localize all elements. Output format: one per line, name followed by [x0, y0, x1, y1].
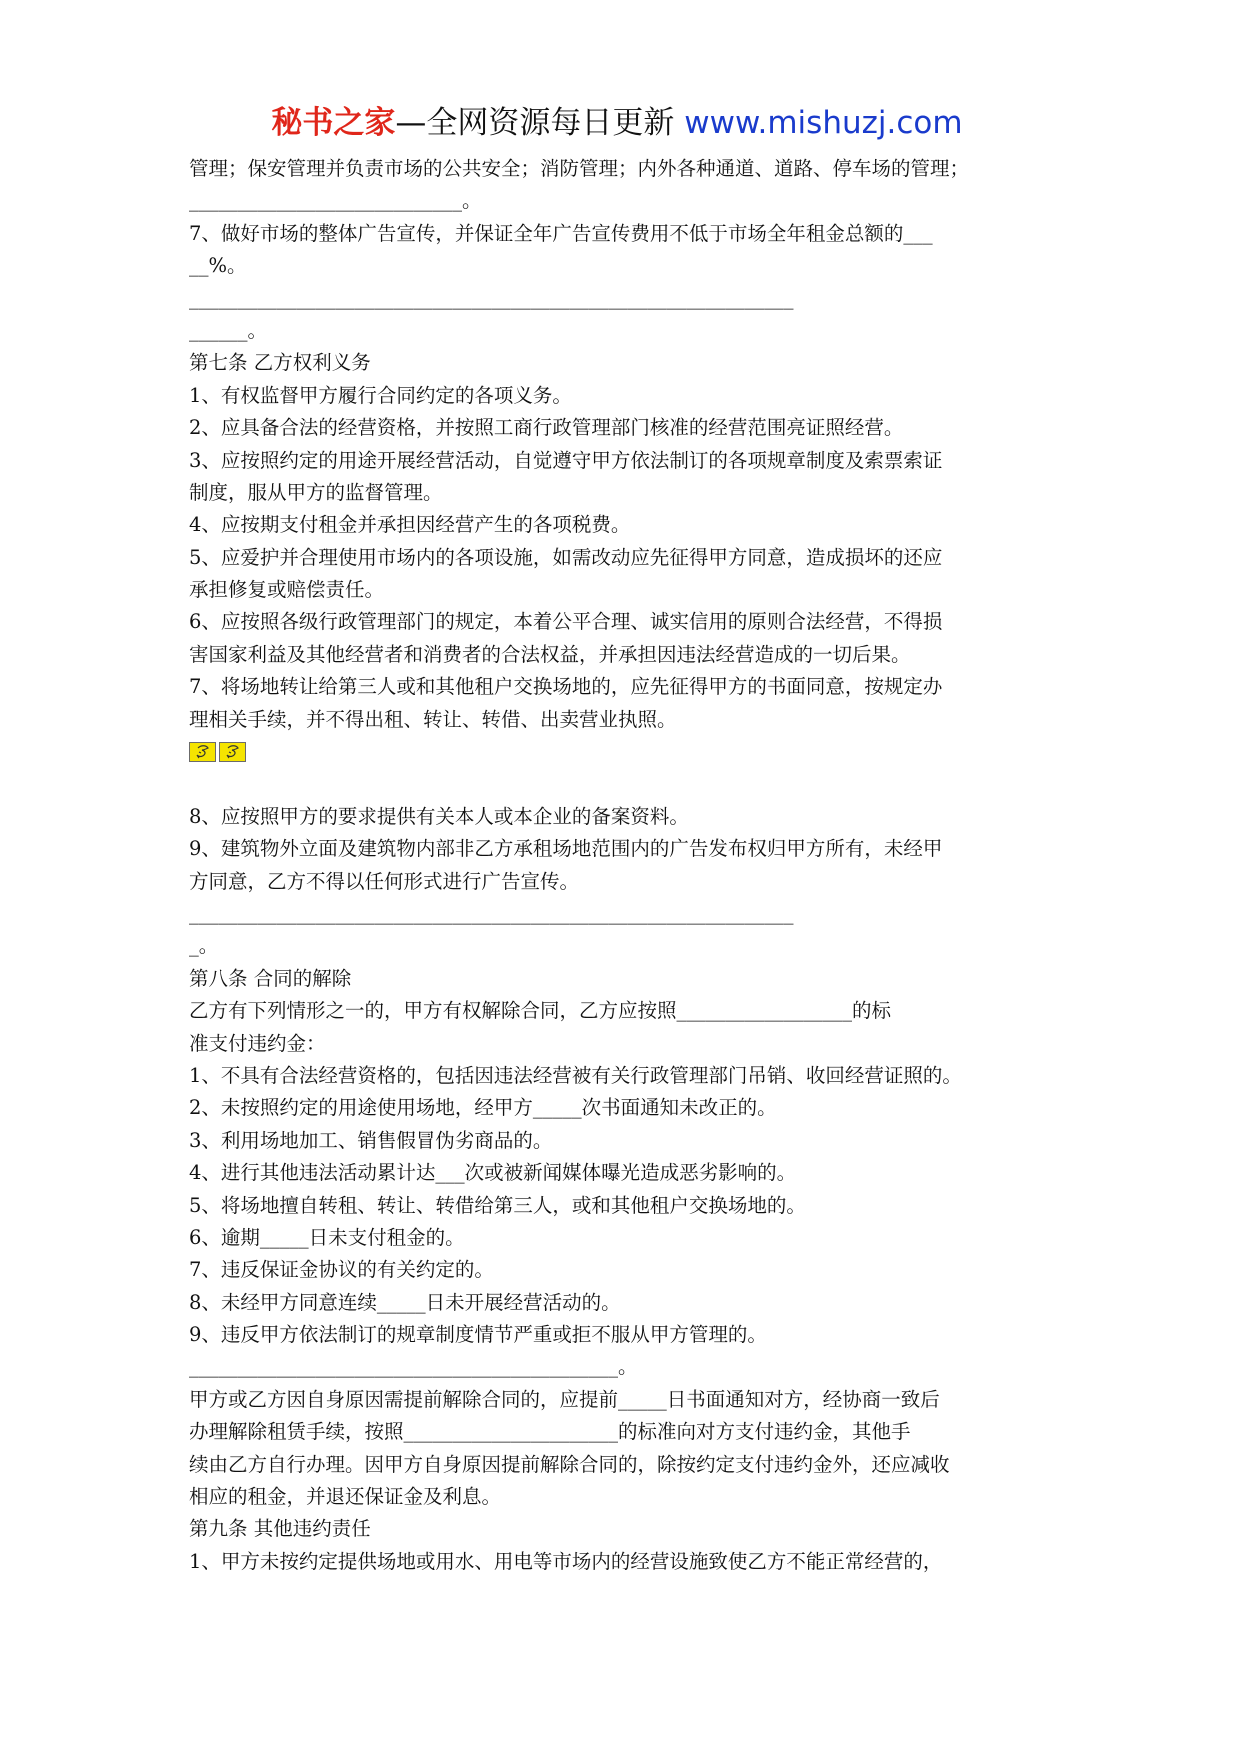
text-line: 5、应爱护并合理使用市场内的各项设施，如需改动应先征得甲方同意，造成损坏的还应 [189, 545, 943, 569]
emoji-icon-row [189, 736, 1059, 768]
text-line: 相应的租金，并退还保证金及利息。 [189, 1485, 502, 1509]
emoji-face-icon [219, 742, 246, 762]
fill-blank-line: ____________________________。 [189, 189, 482, 213]
text-line: 9、建筑物外立面及建筑物内部非乙方承租场地范围内的广告发布权归甲方所有，未经甲 [189, 837, 943, 861]
text-line: 5、将场地擅自转租、转让、转借给第三人，或和其他租户交换场地的。 [189, 1193, 806, 1217]
section-heading: 第八条 合同的解除 [189, 966, 352, 990]
fill-blank-line: ______________________________________________________________ [189, 901, 794, 925]
text-line: __%。 [189, 254, 247, 278]
text-line: 理相关手续，并不得出租、转让、转借、出卖营业执照。 [189, 707, 677, 731]
text-line: 8、应按照甲方的要求提供有关本人或本企业的备案资料。 [189, 804, 689, 828]
fill-blank-line: ______。 [189, 318, 268, 342]
document-body [189, 153, 1059, 1578]
text-line: 7、将场地转让给第三人或和其他租户交换场地的，应先征得甲方的书面同意，按规定办 [189, 675, 943, 699]
text-line: 3、利用场地加工、销售假冒伪劣商品的。 [189, 1128, 553, 1152]
text-line: 7、做好市场的整体广告宣传，并保证全年广告宣传费用不低于市场全年租金总额的___ [189, 221, 933, 245]
blank-line [189, 768, 1059, 800]
text-line: 方同意，乙方不得以任何形式进行广告宣传。 [189, 869, 580, 893]
header-url[interactable]: www.mishuzj.com [684, 105, 963, 141]
fill-blank-line: _。 [189, 934, 219, 958]
text-line: 续由乙方自行办理。因甲方自身原因提前解除合同的，除按约定支付违约金外，还应减收 [189, 1452, 950, 1476]
text-line: 1、不具有合法经营资格的，包括因违法经营被有关行政管理部门吊销、收回经营证照的。 [189, 1063, 962, 1087]
page-header [0, 101, 1234, 145]
section-heading: 第七条 乙方权利义务 [189, 351, 371, 375]
text-line: 甲方或乙方因自身原因需提前解除合同的，应提前_____日书面通知对方，经协商一致后 [189, 1387, 940, 1411]
text-line: 1、甲方未按约定提供场地或用水、用电等市场内的经营设施致使乙方不能正常经营的， [189, 1549, 943, 1573]
text-line: 1、有权监督甲方履行合同约定的各项义务。 [189, 383, 572, 407]
section-heading: 第九条 其他违约责任 [189, 1517, 371, 1541]
text-line: 准支付违约金： [189, 1031, 326, 1055]
text-line: 2、未按照约定的用途使用场地，经甲方_____次书面通知未改正的。 [189, 1096, 777, 1120]
header-separator: — [395, 105, 427, 141]
text-line: 4、应按期支付租金并承担因经营产生的各项税费。 [189, 513, 631, 537]
text-line: 9、违反甲方依法制订的规章制度情节严重或拒不服从甲方管理的。 [189, 1323, 767, 1347]
text-line: 6、应按照各级行政管理部门的规定，本着公平合理、诚实信用的原则合法经营，不得损 [189, 610, 943, 634]
text-line: 办理解除租赁手续，按照______________________的标准向对方支付违约金，其他手 [189, 1420, 911, 1444]
text-line: 2、应具备合法的经营资格，并按照工商行政管理部门核准的经营范围亮证照经营。 [189, 416, 904, 440]
fill-blank-line: ____________________________________________。 [189, 1355, 638, 1379]
header-brand: 秘书之家 [271, 105, 396, 141]
text-line: 害国家利益及其他经营者和消费者的合法权益，并承担因违法经营造成的一切后果。 [189, 642, 911, 666]
text-line: 3、应按照约定的用途开展经营活动，自觉遵守甲方依法制订的各项规章制度及索票索证 [189, 448, 943, 472]
fill-blank-line: ______________________________________________________________ [189, 286, 794, 310]
text-line: 制度，服从甲方的监督管理。 [189, 480, 443, 504]
header-slogan: 全网资源每日更新 [426, 105, 685, 141]
text-line: 8、未经甲方同意连续_____日未开展经营活动的。 [189, 1290, 621, 1314]
text-line: 承担修复或赔偿责任。 [189, 578, 385, 602]
text-line: 6、逾期_____日未支付租金的。 [189, 1225, 465, 1249]
emoji-face-icon [189, 742, 216, 762]
text-line: 7、违反保证金协议的有关约定的。 [189, 1258, 494, 1282]
text-line: 管理；保安管理并负责市场的公共安全；消防管理；内外各种通道、道路、停车场的管理； [189, 157, 970, 180]
text-line: 4、进行其他违法活动累计达___次或被新闻媒体曝光造成恶劣影响的。 [189, 1161, 797, 1185]
text-line: 乙方有下列情形之一的，甲方有权解除合同，乙方应按照__________________的标 [189, 999, 892, 1023]
